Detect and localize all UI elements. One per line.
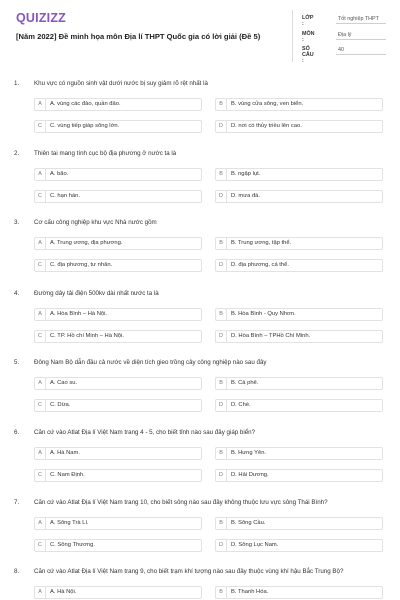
question-text: Đường dây tải điện 500kv dài nhất nước ta là [34,290,159,297]
option-c[interactable] [34,190,202,203]
option-letter: A [35,378,46,389]
question-text: Căn cứ vào Atlat Địa lí Việt Nam trang 9, cho biết trạm khí tượng nào sau đây thuộc vùng khí hậu Bắc Trung Bộ? [34,568,344,575]
option-text: A. Hà Nam. [50,450,80,456]
option-d[interactable] [215,259,383,272]
option-letter: D [216,191,227,202]
option-b[interactable] [215,168,383,181]
header-divider [292,10,293,62]
option-a[interactable] [34,98,202,111]
option-c[interactable] [34,259,202,272]
question-number: 5. [14,359,20,366]
meta-count-value: 40 [336,46,386,55]
question-4 [0,290,400,360]
option-letter: B [216,587,227,598]
option-text: D. Sông Lục Nam. [231,542,279,548]
question-3 [0,219,400,289]
question-text: Căn cứ vào Atlat Địa lí Việt Nam trang 10, cho biết sông nào sau đây không thuộc lưu vực sông Thái Bình? [34,499,328,506]
worksheet-title: [Năm 2022] Đề minh họa môn Địa lí THPT Quốc gia có lời giải (Đề 5) [16,32,261,41]
option-letter: B [216,169,227,180]
question-8 [0,568,400,600]
option-d[interactable] [215,190,383,203]
option-text: D. Chè. [231,402,251,408]
option-letter: A [35,238,46,249]
option-text: B. ngập lụt. [231,171,261,177]
question-text: Đông Nam Bộ dẫn đầu cả nước về diện tích gieo trồng cây công nghiệp nào sau đây [34,359,267,366]
question-text: Khu vực có nguồn sinh vật dưới nước bị suy giảm rõ rệt nhất là [34,80,208,87]
quizizz-logo: QUIZIZZ [16,11,67,25]
question-number: 6. [14,429,20,436]
option-text: A. bão. [50,171,69,177]
option-letter: B [216,238,227,249]
option-b[interactable] [215,447,383,460]
question-5 [0,359,400,429]
option-letter: A [35,169,46,180]
option-text: A. Sông Trà Lí. [50,520,89,526]
option-c[interactable] [34,330,202,343]
option-text: C. địa phương, tư nhân. [50,262,113,268]
option-a[interactable] [34,308,202,321]
option-letter: C [35,191,46,202]
question-number: 8. [14,568,20,575]
question-number: 7. [14,499,20,506]
option-c[interactable] [34,539,202,552]
option-text: A. Cao su. [50,380,78,386]
option-d[interactable] [215,539,383,552]
option-c[interactable] [34,120,202,133]
option-a[interactable] [34,377,202,390]
question-text: Căn cứ vào Atlat Địa lí Việt Nam trang 4 - 5, cho biết tỉnh nào sau đây giáp biển? [34,429,256,436]
question-2 [0,150,400,220]
option-a[interactable] [34,168,202,181]
option-c[interactable] [34,469,202,482]
option-letter: C [35,121,46,132]
worksheet-header [0,0,400,70]
option-text: C. Nam Định. [50,472,85,478]
option-letter: B [216,448,227,459]
option-letter: C [35,470,46,481]
option-letter: D [216,121,227,132]
option-a[interactable] [34,586,202,599]
option-text: C. hạn hán. [50,193,80,199]
option-letter: A [35,309,46,320]
option-b[interactable] [215,377,383,390]
question-text: Cơ cấu công nghiệp khu vực Nhà nước gồm [34,219,157,226]
meta-class-label: LỚP : [302,15,314,27]
meta-class-value: Tốt nghiệp THPT [336,15,386,24]
option-b[interactable] [215,586,383,599]
option-letter: B [216,378,227,389]
option-d[interactable] [215,330,383,343]
option-letter: C [35,400,46,411]
option-text: C. Sông Thương. [50,542,95,548]
question-1 [0,80,400,150]
option-a[interactable] [34,447,202,460]
option-letter: A [35,99,46,110]
option-a[interactable] [34,237,202,250]
option-text: D. Hải Dương. [231,472,269,478]
meta-subject-label: MÔN : [302,31,315,43]
option-text: B. Sông Cầu. [231,520,266,526]
question-6 [0,429,400,499]
option-letter: B [216,518,227,529]
option-text: B. Cà phê. [231,380,259,386]
option-letter: C [35,260,46,271]
option-text: D. địa phương, cá thể. [231,262,289,268]
option-text: B. vùng cửa sông, ven biển. [231,101,304,107]
option-letter: D [216,470,227,481]
option-b[interactable] [215,517,383,530]
option-b[interactable] [215,98,383,111]
question-text: Thiên tai mang tính cục bộ địa phương ở nước ta là [34,150,177,157]
option-letter: C [35,540,46,551]
option-d[interactable] [215,469,383,482]
option-text: D. Hòa Bình – TPHồ Chí Minh. [231,333,311,339]
option-text: C. Dừa. [50,402,71,408]
meta-count-label: SỐ CÂU : [302,46,314,64]
option-text: B. Hưng Yên. [231,450,267,456]
option-text: A. Hòa Bình – Hà Nội. [50,311,108,317]
option-letter: C [35,331,46,342]
option-letter: D [216,400,227,411]
question-7 [0,499,400,569]
option-text: D. mưa đá. [231,193,261,199]
question-number: 3. [14,219,20,226]
option-letter: B [216,99,227,110]
option-letter: D [216,260,227,271]
option-text: A. vùng các đảo, quần đảo. [50,101,121,107]
option-text: B. Trung ương, tập thể. [231,240,292,246]
option-text: C. TP. Hồ chí Minh – Hà Nội. [50,333,124,339]
option-text: B. Thanh Hóa. [231,589,269,595]
option-a[interactable] [34,517,202,530]
option-text: A. Trung ương, địa phương. [50,240,123,246]
option-text: D. nơi có thủy triều lên cao. [231,123,302,129]
option-d[interactable] [215,120,383,133]
option-letter: A [35,448,46,459]
option-letter: A [35,518,46,529]
option-letter: D [216,540,227,551]
option-text: A. Hà Nội. [50,589,77,595]
meta-subject-value: Địa lý [336,31,386,40]
option-text: C. vùng tiếp giáp sông lớn. [50,123,120,129]
option-letter: D [216,331,227,342]
option-text: B. Hòa Bình - Quy Nhơn. [231,311,296,317]
option-b[interactable] [215,237,383,250]
option-c[interactable] [34,399,202,412]
question-number: 1. [14,80,20,87]
option-letter: A [35,587,46,598]
question-number: 4. [14,290,20,297]
question-number: 2. [14,150,20,157]
option-d[interactable] [215,399,383,412]
option-b[interactable] [215,308,383,321]
option-letter: B [216,309,227,320]
